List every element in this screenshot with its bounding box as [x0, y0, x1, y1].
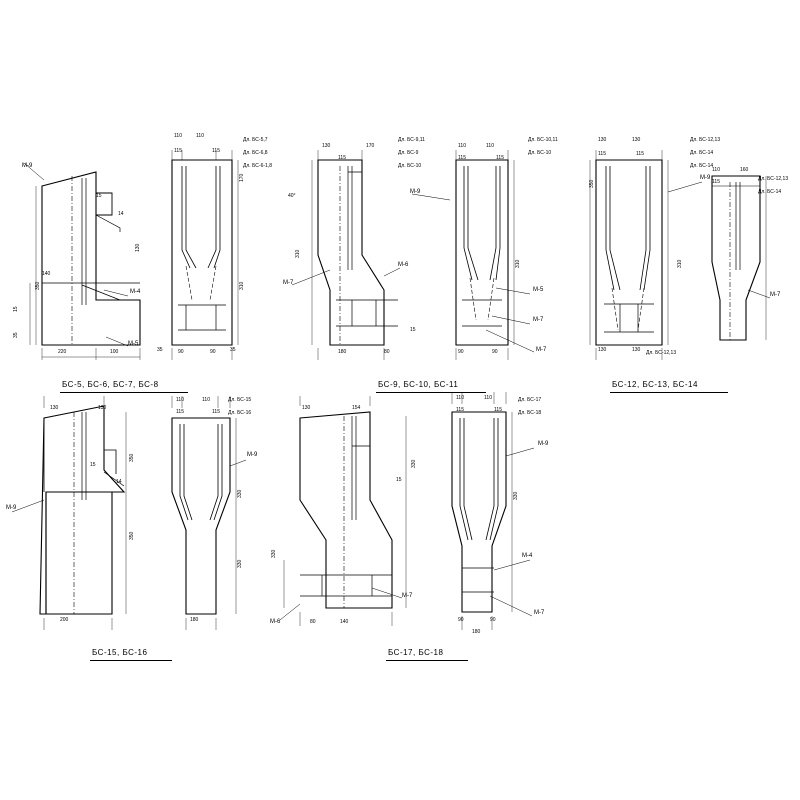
- group-label-bs5-8: БС-5, БС-6, БС-7, БС-8: [62, 380, 159, 389]
- dimension-text: 110: [174, 133, 182, 139]
- dimension-text: 110: [458, 143, 466, 149]
- dimension-text: 130: [135, 243, 141, 252]
- dimension-text: 90: [178, 349, 184, 355]
- dimension-text: 130: [302, 405, 311, 411]
- dimension-text: 115: [212, 148, 220, 154]
- dimension-text: 115: [598, 151, 606, 157]
- dimension-text: 310: [239, 281, 245, 290]
- callout-note: Дл. БС-17: [518, 397, 542, 403]
- callout-note: Дл. БС-6,8: [243, 150, 268, 156]
- part-mark: М-7: [536, 347, 547, 353]
- dimension-text: 200: [60, 617, 69, 623]
- dimension-text: 350: [129, 531, 135, 540]
- callout-note: Дл. БС-16: [228, 410, 252, 416]
- group-underline-bs12-14: [610, 392, 728, 393]
- dimension-text: 115: [636, 151, 644, 157]
- dimension-text: 130: [50, 405, 59, 411]
- callout-note: Дл. БС-14: [690, 150, 714, 156]
- dimension-text: 130: [98, 405, 107, 411]
- dimension-text: 80: [310, 619, 316, 625]
- callout-note: Дл. БС-10,11: [528, 137, 558, 143]
- part-mark: М-7: [533, 317, 544, 323]
- dimension-text: 90: [490, 617, 496, 623]
- dimension-text: 140: [42, 271, 51, 277]
- dimension-text: 350: [129, 453, 135, 462]
- dimension-text: 220: [58, 349, 67, 355]
- part-mark: М-9: [538, 441, 549, 447]
- dimension-text: 330: [513, 491, 519, 500]
- group-underline-bs17-18: [386, 660, 468, 661]
- group-underline-bs15-16: [90, 660, 172, 661]
- callout-note: Дл. БС-14: [690, 163, 714, 169]
- dimension-text: 115: [494, 407, 502, 413]
- dimension-text: 115: [496, 155, 504, 161]
- dimension-text: 310: [515, 259, 521, 268]
- dimension-text: 15: [90, 462, 96, 468]
- callout-note: Дл. БС-9,11: [398, 137, 425, 143]
- dimension-text: 100: [110, 349, 119, 355]
- view-bs12-14-side: [712, 176, 770, 340]
- dimension-text: 330: [237, 489, 243, 498]
- view-bs5-8-front: [172, 150, 238, 360]
- callout-note: Дл. БС-5,7: [243, 137, 268, 143]
- dimension-text: 115: [174, 148, 182, 154]
- dimension-text: 140: [340, 619, 349, 625]
- part-mark: М-9: [6, 505, 17, 511]
- dimension-text: 35: [13, 332, 19, 338]
- dimension-text: 180: [472, 629, 481, 635]
- dimension-text: 110: [176, 397, 184, 403]
- view-bs15-16-front: [172, 396, 246, 630]
- part-mark: М-9: [410, 189, 421, 195]
- view-bs15-16-side: [12, 396, 126, 630]
- part-mark: М-7: [770, 292, 781, 298]
- group-label-bs9-11: БС-9, БС-10, БС-11: [378, 380, 459, 389]
- dimension-text: 14: [118, 211, 124, 217]
- callout-note: Дл. БС-9: [398, 150, 419, 156]
- dimension-text: 130: [598, 137, 607, 143]
- dimension-text: 350: [35, 281, 41, 290]
- callout-note: Дл. БС-6-1,8: [243, 163, 272, 169]
- dimension-text: 115: [176, 409, 184, 415]
- callout-note: Дл. БС-12,13: [690, 137, 721, 143]
- callout-note: Дл. БС-14: [758, 189, 782, 195]
- dimension-text: 130: [322, 143, 331, 149]
- dimension-text: 115: [212, 409, 220, 415]
- dimension-text: 350: [589, 179, 595, 188]
- part-mark: М-4: [522, 553, 533, 559]
- dimension-text: 110: [456, 395, 464, 401]
- callout-note: Дл. БС-12,13: [646, 350, 677, 356]
- part-mark: М-6: [398, 262, 409, 268]
- view-bs17-18-side: [280, 396, 406, 626]
- dimension-text: 80: [384, 349, 390, 355]
- dimension-text: 330: [411, 459, 417, 468]
- group-label-bs17-18: БС-17, БС-18: [388, 648, 444, 657]
- dimension-text: 15: [13, 306, 19, 312]
- part-mark: М-4: [130, 289, 141, 295]
- dimension-text: 170: [366, 143, 375, 149]
- dimension-text: 15: [96, 193, 102, 199]
- part-mark: М-7: [534, 610, 545, 616]
- dimension-text: 90: [458, 349, 464, 355]
- dimension-text: 115: [456, 407, 464, 413]
- callout-note: Дл. БС-10: [398, 163, 422, 169]
- dimension-text: 110: [486, 143, 494, 149]
- dimension-text: 90: [210, 349, 216, 355]
- callout-note: Дл. БС-15: [228, 397, 252, 403]
- dimension-text: 35: [157, 347, 163, 353]
- dimension-text: 14: [116, 479, 122, 485]
- dimension-text: 310: [295, 249, 301, 258]
- view-bs9-11-side: [292, 150, 450, 360]
- dimension-text: 130: [632, 347, 641, 353]
- dimension-text: 115: [712, 179, 720, 185]
- dimension-text: 310: [677, 259, 683, 268]
- part-mark: М-5: [533, 287, 544, 293]
- dimension-text: 115: [338, 155, 346, 161]
- part-mark: М-9: [247, 452, 258, 458]
- view-bs9-11-front: [456, 150, 534, 360]
- view-bs5-8-side: [24, 163, 140, 360]
- dimension-text: 15: [396, 477, 402, 483]
- dimension-text: 154: [352, 405, 361, 411]
- callout-note: Дл. БС-18: [518, 410, 542, 416]
- group-label-bs12-14: БС-12, БС-13, БС-14: [612, 380, 698, 389]
- dimension-text: 35: [230, 347, 236, 353]
- part-mark: М-5: [128, 341, 139, 347]
- dimension-text: 110: [202, 397, 210, 403]
- part-mark: М-7: [402, 593, 413, 599]
- dimension-text: 90: [492, 349, 498, 355]
- group-underline-bs9-11: [376, 392, 486, 393]
- view-bs17-18-front: [452, 392, 534, 630]
- dimension-text: 15: [410, 327, 416, 333]
- group-underline-bs5-8: [60, 392, 188, 393]
- callout-note: Дл. БС-10: [528, 150, 552, 156]
- group-label-bs15-16: БС-15, БС-16: [92, 648, 148, 657]
- dimension-text: 330: [271, 549, 277, 558]
- dimension-text: 90: [458, 617, 464, 623]
- view-bs12-14-front: [590, 150, 702, 360]
- dimension-text: 330: [237, 559, 243, 568]
- dimension-text: 160: [740, 167, 749, 173]
- dimension-text: 110: [712, 167, 720, 173]
- callout-note: Дл. БС-12,13: [758, 176, 789, 182]
- part-mark: М-9: [700, 175, 711, 181]
- dimension-text: 170: [239, 173, 245, 182]
- dimension-text: 115: [458, 155, 466, 161]
- dimension-text: 180: [338, 349, 347, 355]
- dimension-text: 180: [190, 617, 199, 623]
- part-mark: М-9: [22, 163, 33, 169]
- dimension-text: 130: [632, 137, 641, 143]
- dimension-text: 110: [196, 133, 204, 139]
- part-mark: М-7: [283, 280, 294, 286]
- dimension-text: 40°: [288, 193, 296, 199]
- part-mark: М-6: [270, 619, 281, 625]
- dimension-text: 110: [484, 395, 492, 401]
- dimension-text: 130: [598, 347, 607, 353]
